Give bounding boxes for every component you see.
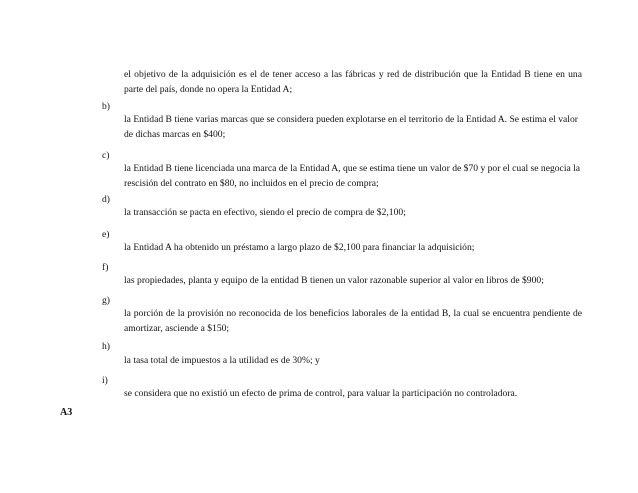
item-f-marker: f) <box>102 262 109 273</box>
item-g-marker: g) <box>102 295 110 306</box>
item-b-marker: b) <box>102 101 110 112</box>
item-a-text: el objetivo de la adquisición es el de tener acceso a las fábricas y red de distribución que la Entidad B tiene en una parte del país, donde no opera la Entidad A; <box>124 69 582 95</box>
item-h-text: la tasa total de impuestos a la utilidad es de 30%; y <box>124 355 320 366</box>
item-i-text: se considera que no existió un efecto de prima de control, para valuar la participación no controladora. <box>124 388 518 399</box>
item-c-text: la Entidad B tiene licenciada una marca de la Entidad A, que se estima tiene un valor de $70 y por el cual se negocia la rescisión del contrato en $80, no incluidos en el precio de compra; <box>124 163 581 189</box>
item-f-text: las propiedades, planta y equipo de la entidad B tienen un valor razonable superior al valor en libros de $900; <box>124 275 544 286</box>
item-e-marker: e) <box>102 229 110 240</box>
item-g-text: la porción de la provisión no reconocida de los beneficios laborales de la entidad B, la cual se encuentra pendiente de amortizar, asciende a $150; <box>124 308 582 334</box>
item-d-text: la transacción se pacta en efectivo, siendo el precio de compra de $2,100; <box>124 207 406 218</box>
item-c-marker: c) <box>102 150 110 161</box>
item-d-marker: d) <box>102 194 110 205</box>
item-b-text: la Entidad B tiene varias marcas que se considera pueden explotarse en el territorio de la Entidad A. Se estima el valor de dichas marcas en $400; <box>124 114 578 140</box>
item-i-marker: i) <box>102 375 108 386</box>
item-e-text: la Entidad A ha obtenido un préstamo a largo plazo de $2,100 para financiar la adquisición; <box>124 242 475 253</box>
item-h-marker: h) <box>102 341 110 352</box>
section-label: A3 <box>60 407 73 418</box>
